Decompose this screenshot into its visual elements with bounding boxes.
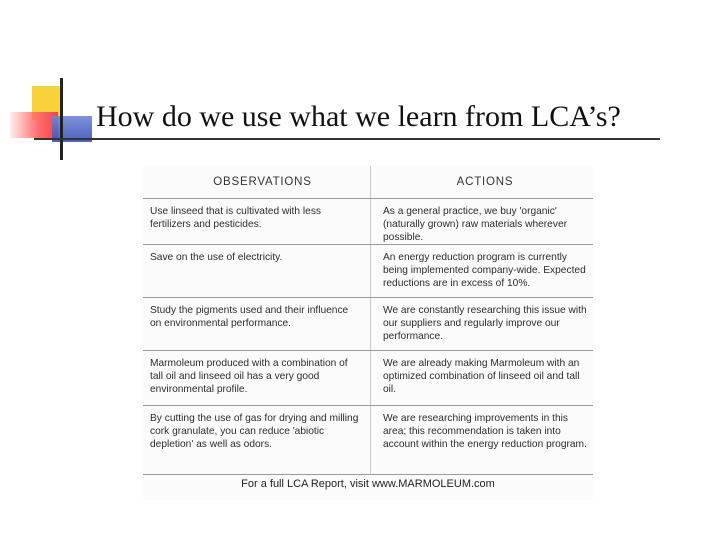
- title-ornament-red-bar: [10, 112, 58, 138]
- observations-column-header: OBSERVATIONS: [213, 176, 312, 188]
- action-cell: As a general practice, we buy 'organic' (naturally grown) raw materials wherever possible.: [383, 206, 568, 243]
- table-row: [143, 198, 593, 244]
- observations-actions-table: [143, 166, 593, 500]
- slide-title: How do we use what we learn from LCA’s?: [96, 100, 621, 133]
- title-underline: [34, 138, 660, 140]
- action-cell: We are constantly researching this issue with our suppliers and regularly improve our performance.: [383, 305, 587, 342]
- action-cell: We are researching improvements in this area; this recommendation is taken into account within the energy reduction program.: [383, 413, 587, 450]
- observation-cell: By cutting the use of gas for drying and milling cork granulate, you can reduce 'abiotic depletion' as well as odors.: [150, 413, 359, 450]
- report-link-footer: For a full LCA Report, visit www.MARMOLEUM.com: [241, 478, 495, 490]
- table-row: [143, 244, 593, 297]
- table-row: [143, 350, 593, 405]
- table-row: [143, 405, 593, 475]
- table-body: [143, 198, 593, 475]
- observation-cell: Use linseed that is cultivated with less fertilizers and pesticides.: [150, 206, 322, 230]
- action-cell: An energy reduction program is currently being implemented company-wide. Expected reductions are in excess of 10%.: [383, 252, 586, 289]
- title-ornament-vertical-line: [60, 78, 63, 160]
- table-row: [143, 297, 593, 350]
- observation-cell: Study the pigments used and their influence on environmental performance.: [150, 305, 349, 329]
- observation-cell: Marmoleum produced with a combination of tall oil and linseed oil has a very good environmental profile.: [150, 358, 348, 395]
- observation-cell: Save on the use of electricity.: [150, 252, 283, 263]
- actions-column-header: ACTIONS: [456, 176, 514, 188]
- action-cell: We are already making Marmoleum with an optimized combination of linseed oil and tall oil.: [383, 358, 580, 395]
